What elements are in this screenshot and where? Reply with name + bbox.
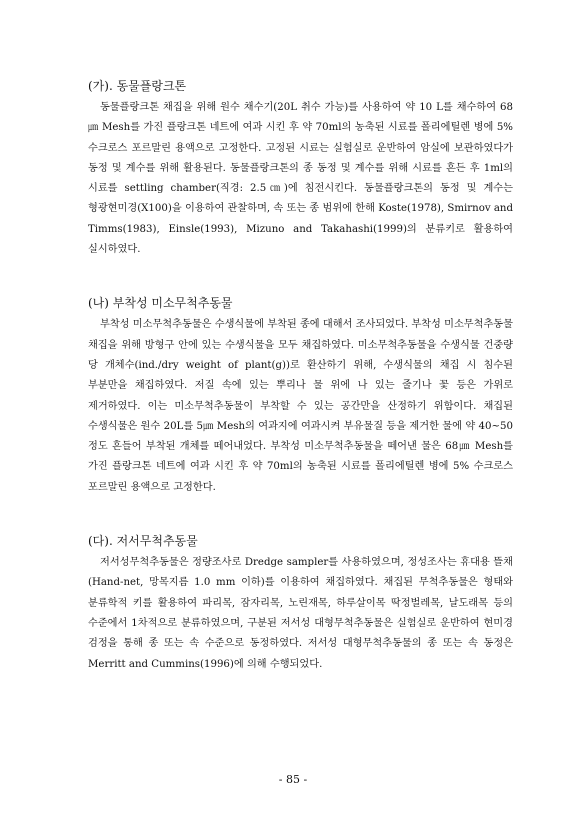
document-page	[88, 78, 513, 818]
section-body-zooplankton: 동물플랑크톤 채집을 위해 원수 채수기(20L 취수 가능)를 사용하여 약 10 L를 채수하여 68㎛ Mesh를 가진 플랑크톤 네트에 여과 시킨 후 약 70ml의 농축된 시료를 폴리에틸렌 병에 5% 수크로스 포르말린 용액으로 고정한다. 고정된 시료는 실험실로 운반하여 암실에 보관하였다가 동정 및 계수를 위해 활용된다. 동물플랑크톤의 종 동정 및 계수를 위해 시료를 흔든 후 1ml의 시료를 settling chamber(직경: 2.5㎝)에 침전시킨다. 동물플랑크톤의 동정 및 계수는 형광현미경(X100)을 이용하여 관찰하며, 속 또는 종 범위에 한해 Koste(1978), Smirnov and Timms(1983), Einsle(1993), Mizuno and Takahashi(1999)의 분류키로 활용하여 실시하였다.	[88, 102, 513, 256]
page-number: - 85 -	[278, 773, 308, 786]
section-heading-epiphytic-microinvertebrates: (나) 부착성 미소무척추동물	[88, 296, 233, 311]
section-heading-benthic-invertebrates: (다). 저서무척추동물	[88, 534, 198, 549]
section-body-benthic-invertebrates: 저서성무척추동물은 정량조사로 Dredge sampler를 사용하였으며, 정성조사는 휴대용 뜰채(Hand-net, 망목지름 1.0 mm 이하)를 이용하여 채집하였다. 채집된 무척추동물은 형태와 분류학적 키를 활용하여 파리목, 잠자리목, 노린재목, 하루살이목 딱정벌레목, 날도래목 등의 수준에서 1차적으로 분류하였으며, 구분된 저서성 대형무척추동물은 실험실로 운반하여 현미경 검정을 통해 종 또는 속 수준으로 동정하였다. 저서성 대형무척추동물의 종 또는 속 동정은 Merritt and Cummins(1996)에 의해 수행되었다.	[88, 557, 513, 670]
section-heading-zooplankton: (가). 동물플랑크톤	[88, 79, 187, 93]
section-body-epiphytic-microinvertebrates: 부착성 미소무척추동물은 수생식물에 부착된 종에 대해서 조사되었다. 부착성 미소무척추동물 채집을 위해 방형구 안에 있는 수생식물을 모두 채집하였다. 미소무척추동물을 수생식물 건중량 당 개체수(ind./dry weight of plant(g))로 환산하기 위해, 수생식물의 채집 시 침수된 부분만을 채집하였다. 저질 속에 있는 뿌리나 물 위에 나 있는 줄기나 꽃 등은 가위로 제거하였다. 이는 미소무척추동물이 부착할 수 있는 공간만을 산정하기 위함이다. 채집된 수생식물은 원수 20L를 5㎛ Mesh의 여과지에 여과시켜 부유물질 등을 제거한 물에 약 40~50 정도 흔들어 부착된 개체를 떼어내었다. 부착성 미소무척추동물을 떼어낸 물은 68㎛ Mesh를 가진 플랑크톤 네트에 여과 시킨 후 약 70ml의 농축된 시료를 폴리에틸렌 병에 5% 수크로스 포르말린 용액으로 고정한다.	[88, 319, 513, 493]
